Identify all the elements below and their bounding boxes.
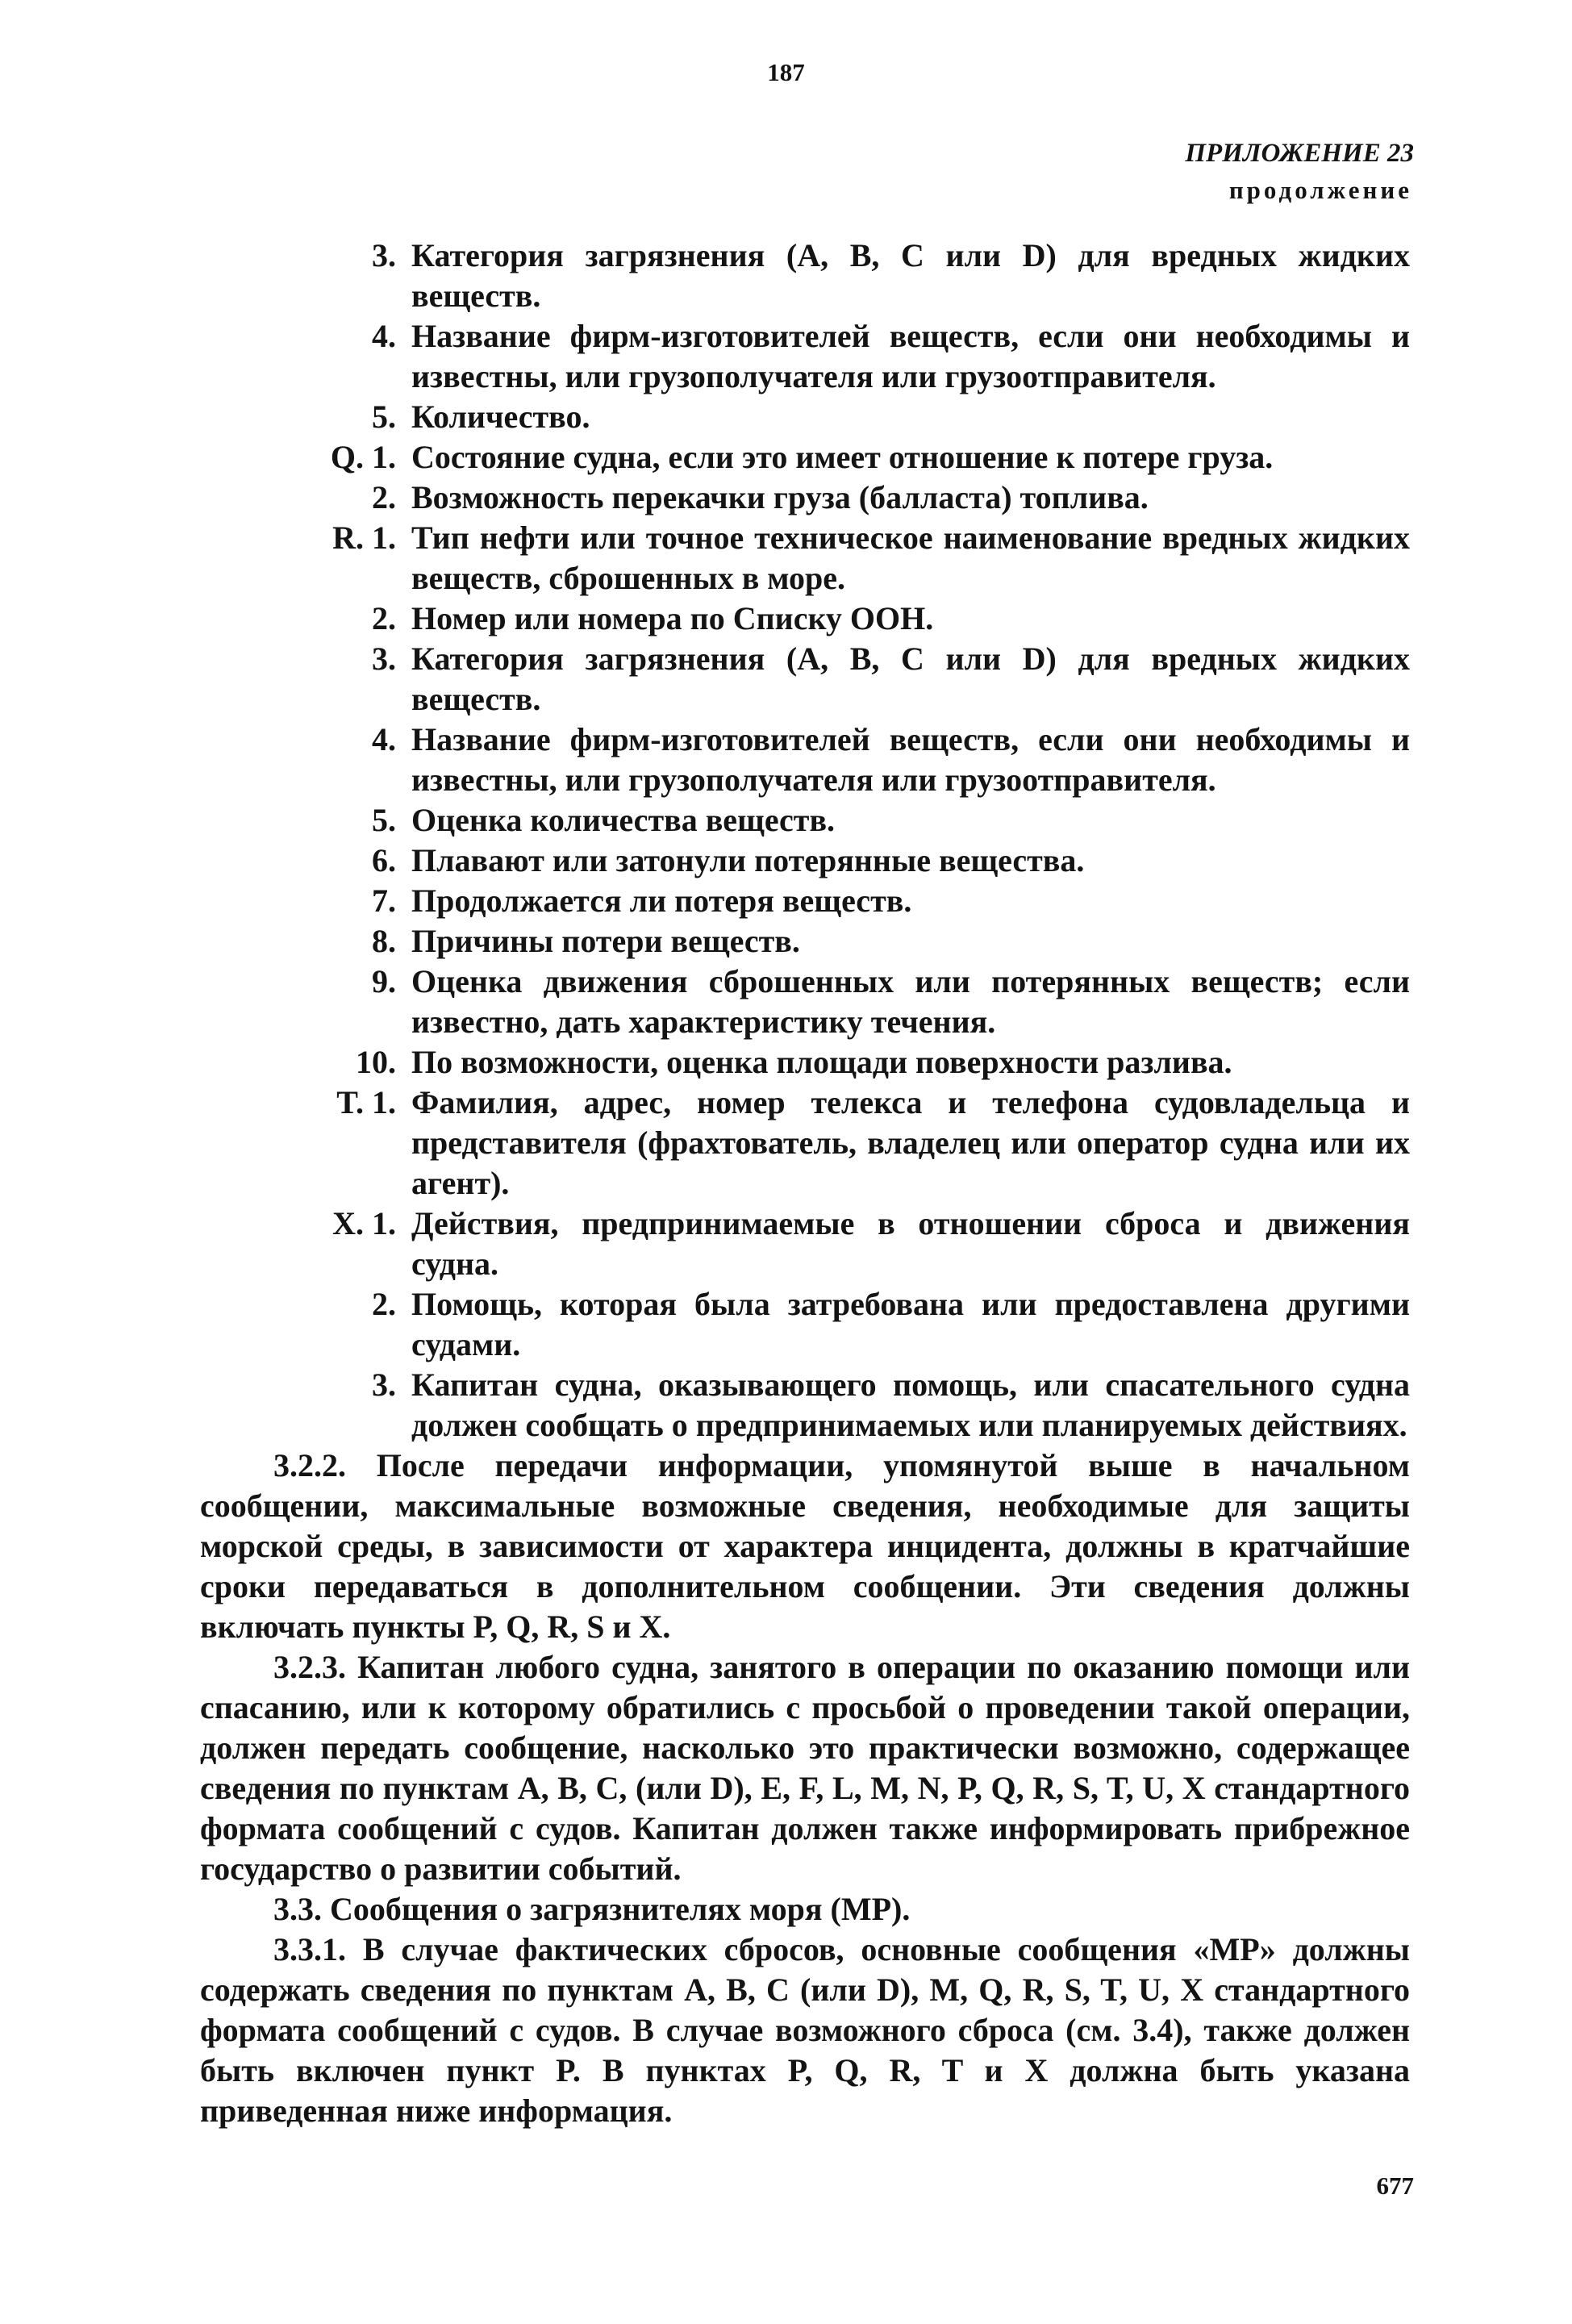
item-text: Номер или номера по Списку ООН. <box>411 600 934 636</box>
item-label: 10. <box>356 1044 396 1080</box>
list-item <box>200 478 1410 518</box>
paragraph-3-3-1: 3.3.1. В случае фактических сбросов, основные сообщения «MP» должны содержать сведения по пунктам A, B, C (или D), M, Q, R, S, T, U, X стандартного формата сообщений с судов. В случае возможного сброса (см. 3.4), также должен быть включен пункт P. В пунктах P, Q, R, T и X должна быть указана приведенная ниже информация. <box>200 1931 1410 2129</box>
item-text: Количество. <box>411 398 590 435</box>
list-item <box>200 1204 1410 1284</box>
continuation-label: продолжение <box>1228 176 1412 204</box>
item-text: Возможность перекачки груза (балласта) топлива. <box>411 479 1149 515</box>
item-label: 3. <box>372 237 396 273</box>
item-text: Помощь, которая была затребована или предоставлена другими судами. <box>411 1286 1410 1362</box>
list-item <box>200 316 1410 397</box>
page-number-bottom: 677 <box>1376 2172 1414 2200</box>
list-item <box>200 518 1410 599</box>
list-item <box>200 881 1410 921</box>
document-body <box>200 236 1410 2131</box>
list-item <box>200 397 1410 437</box>
item-label: 2. <box>372 1286 396 1322</box>
item-label: 8. <box>372 923 396 959</box>
list-item <box>200 841 1410 881</box>
item-text: Название фирм-изготовителей веществ, если они необходимы и известны, или грузополучателя или грузоотправителя. <box>411 721 1410 798</box>
item-text: Состояние судна, если это имеет отношение к потере груза. <box>411 439 1274 475</box>
list-item <box>200 1365 1410 1446</box>
list-item <box>200 599 1410 639</box>
section-heading-3-3: 3.3. Сообщения о загрязнителях моря (MP). <box>273 1891 911 1927</box>
item-label: T. 1. <box>336 1084 396 1120</box>
list-item <box>200 1083 1410 1204</box>
list-item <box>200 800 1410 841</box>
item-label: 5. <box>372 802 396 838</box>
paragraph-3-2-3: 3.2.3. Капитан любого судна, занятого в операции по оказанию помощи или спасанию, или к которому обратились с просьбой о проведении такой операции, должен передать сообщение, насколько это практически возможно, содержащее сведения по пунктам A, B, C, (или D), E, F, L, M, N, P, Q, R, S, T, U, X стандартного формата сообщений с судов. Капитан должен также информировать прибрежное государство о развитии событий. <box>200 1649 1410 1887</box>
list-item <box>200 720 1410 800</box>
item-label: 6. <box>372 842 396 878</box>
numbered-list <box>200 236 1410 1446</box>
item-text: Оценка движения сброшенных или потерянных веществ; если известно, дать характеристику течения. <box>411 963 1410 1040</box>
item-text: Тип нефти или точное техническое наименование вредных жидких веществ, сброшенных в море. <box>411 519 1410 596</box>
item-label: 3. <box>372 640 396 677</box>
item-text: Категория загрязнения (A, B, C или D) для вредных жидких веществ. <box>411 640 1410 717</box>
item-text: Продолжается ли потеря веществ. <box>411 882 912 919</box>
item-text: Название фирм-изготовителей веществ, если они необходимы и известны, или грузополучателя или грузоотправителя. <box>411 318 1410 394</box>
list-item <box>200 921 1410 962</box>
list-item <box>200 236 1410 316</box>
item-text: Действия, предпринимаемые в отношении сброса и движения судна. <box>411 1205 1410 1282</box>
list-item <box>200 437 1410 478</box>
page-number-top: 187 <box>767 58 805 86</box>
item-label: 7. <box>372 882 396 919</box>
item-text: Категория загрязнения (A, B, C или D) для вредных жидких веществ. <box>411 237 1410 314</box>
item-text: Плавают или затонули потерянные вещества. <box>411 842 1085 878</box>
item-label: 4. <box>372 721 396 757</box>
paragraph-3-2-2: 3.2.2. После передачи информации, упомянутой выше в начальном сообщении, максимальные возможные сведения, необходимые для защиты морской среды, в зависимости от характера инцидента, должны в кратчайшие сроки передаваться в дополнительном сообщении. Эти сведения должны включать пункты P, Q, R, S и X. <box>200 1447 1410 1645</box>
item-label: 5. <box>372 398 396 435</box>
item-label: 2. <box>372 479 396 515</box>
item-text: Капитан судна, оказывающего помощь, или спасательного судна должен сообщать о предпринимаемых или планируемых действиях. <box>411 1366 1410 1443</box>
list-item <box>200 639 1410 720</box>
list-item <box>200 1284 1410 1365</box>
item-label: 3. <box>372 1366 396 1403</box>
item-label: 2. <box>372 600 396 636</box>
appendix-title: ПРИЛОЖЕНИЕ 23 <box>1185 139 1414 168</box>
item-label: 9. <box>372 963 396 999</box>
item-text: По возможности, оценка площади поверхности разлива. <box>411 1044 1232 1080</box>
item-text: Причины потери веществ. <box>411 923 800 959</box>
item-label: 4. <box>372 318 396 354</box>
item-text: Оценка количества веществ. <box>411 802 836 838</box>
list-item <box>200 1042 1410 1083</box>
item-label: R. 1. <box>332 519 396 556</box>
list-item <box>200 962 1410 1042</box>
item-label: Q. 1. <box>330 439 396 475</box>
item-text: Фамилия, адрес, номер телекса и телефона судовладельца и представителя (фрахтователь, владелец или оператор судна или их агент). <box>411 1084 1410 1201</box>
item-label: X. 1. <box>332 1205 396 1241</box>
